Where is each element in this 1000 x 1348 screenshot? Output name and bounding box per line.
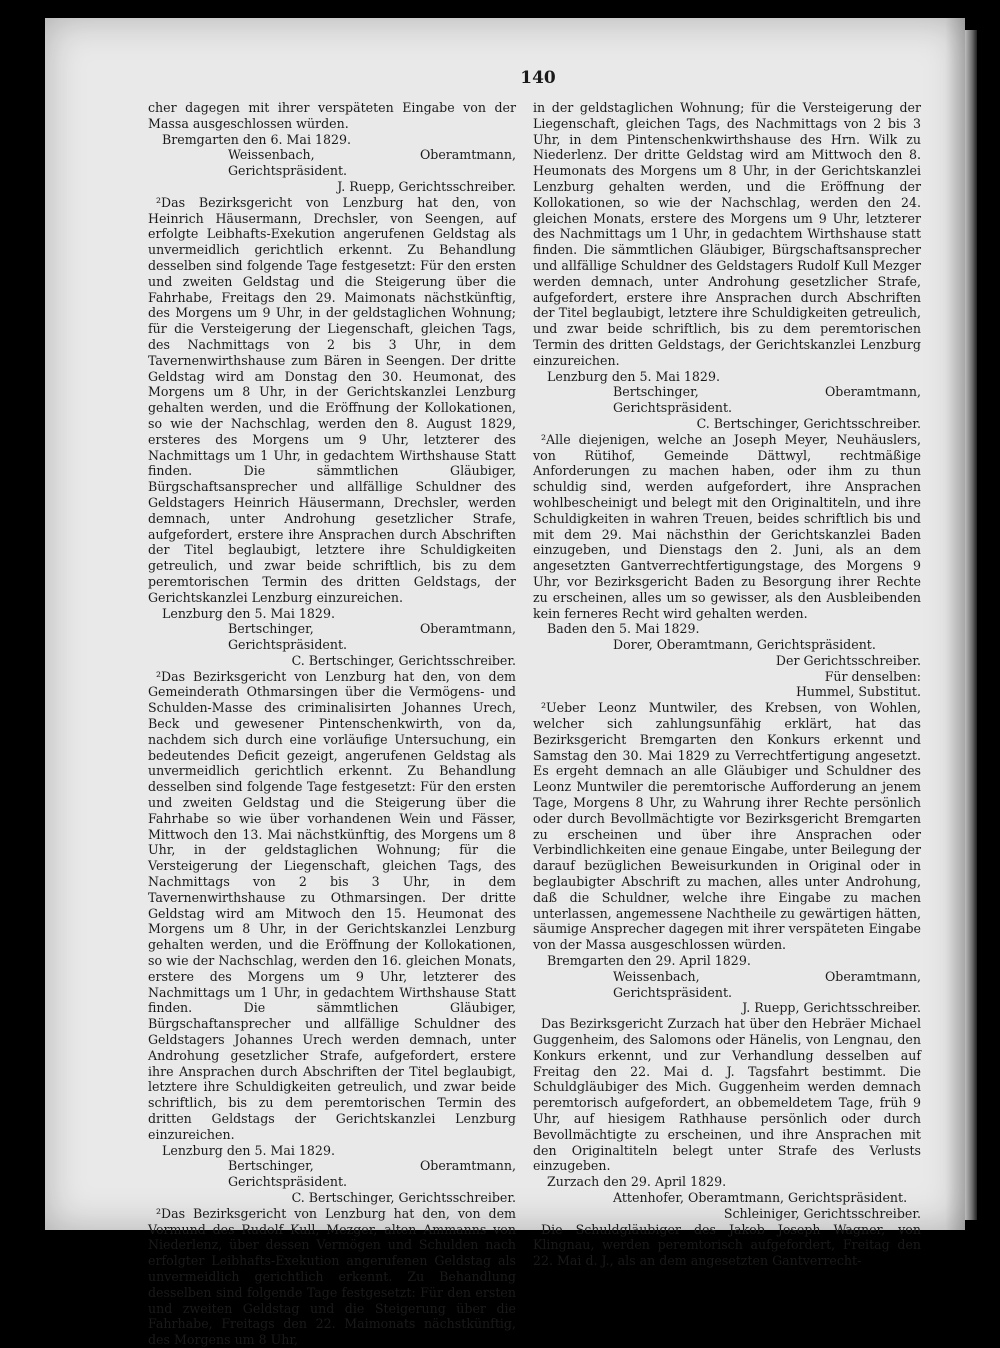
left-column-line: Lenzburg den 5. Mai 1829.: [162, 1142, 335, 1158]
right-column-line: Bremgarten den 29. April 1829.: [547, 953, 751, 969]
page-edge: [965, 30, 977, 1220]
right-column-line: Attenhofer, Oberamtmann, Gerichtspräsident.: [613, 1189, 908, 1205]
right-column-line: Lenzburg den 5. Mai 1829.: [547, 368, 720, 384]
left-column-line: J. Ruepp, Gerichtsschreiber.: [337, 178, 516, 194]
left-column-line: Bertschinger, Oberamtmann, Gerichtspräsident.: [228, 621, 516, 653]
left-column-line: Lenzburg den 5. Mai 1829.: [162, 605, 335, 621]
right-column-line: Dorer, Oberamtmann, Gerichtspräsident.: [613, 637, 876, 653]
right-column-line: Der Gerichtsschreiber.: [775, 652, 921, 668]
left-column-line: C. Bertschinger, Gerichtsschreiber.: [291, 652, 516, 668]
left-column-line: Weissenbach, Oberamtmann, Gerichtspräsident.: [228, 147, 516, 179]
right-column-line: Weissenbach, Oberamtmann, Gerichtspräsident.: [613, 968, 921, 1000]
right-column-line: Schleiniger, Gerichtsschreiber.: [723, 1205, 921, 1221]
left-column-paragraph: ²Das Bezirksgericht von Lenzburg hat den, von dem Gemeinderath Othmarsingen über die Vermögens- und Schulden-Masse des criminalisirten Johannes Urech, Beck und gewesener Pintenschenkwirth, von da, nachdem sich durch eine vorläufige Untersuchung, ein bedeutendes Deficit gezeigt, angerufenen Geldstag als unvermeidlich gerichtlich erkennt. Zu Behandlung desselben sind folgende Tage festgesetzt: Für den ersten und zweiten Geldstag und die Steigerung über die Fahrhabe so wie über vorhandenen Wein und Fässer, Mittwoch den 13. Mai nächstkünftig, des Morgens um 8 Uhr, in der geldstaglichen Wohnung; für die Versteigerung der Liegenschaft, gleichen Tags, des Nachmittags von 2 bis 3 Uhr, in dem Tavernenwirthshause zu Othmarsingen. Der dritte Geldstag wird am Mitwoch den 15. Heumonat des Morgens um 8 Uhr, in der Gerichtskanzlei Lenzburg gehalten werden, und die Eröffnung der Kollokationen, so wie der Nachschlag, werden den 16. gleichen Monats, erstere des Morgens um 9 Uhr, letzterer des Nachmittags um 1 Uhr, in gedachtem Wirthshause Statt finden. Die sämmtlichen Gläubiger, Bürgschaftansprecher und allfällige Schuldner des Geldstagers Johannes Urech werden demnach, unter Androhung gesetzlicher Strafe, aufgefordert, erstere ihre Ansprachen durch Abschriften der Titel beglaubigt, letztere ihre Schuldigkeiten getreulich, und zwar beide schriftlich, bis zu dem peremtorischen Termin des dritten Geldstags der Gerichtskanzlei Lenzburg einzureichen.: [148, 668, 516, 1142]
right-column-line: Hummel, Substitut.: [795, 684, 921, 700]
right-column-line: C. Bertschinger, Gerichtsschreiber.: [696, 415, 921, 431]
left-column-paragraph: cher dagegen mit ihrer verspäteten Eingabe von der Massa ausgeschlossen würden.: [148, 100, 516, 131]
left-column-line: Bertschinger, Oberamtmann, Gerichtspräsident.: [228, 1158, 516, 1190]
right-column-paragraph: ²Alle diejenigen, welche an Joseph Meyer, Neuhäuslers, von Rütihof, Gemeinde Dättwyl, rechtmäßige Anforderungen zu machen haben, oder ihm zu thun schuldig sind, werden aufgefordert, ihre Ansprachen wohlbescheinigt und belegt mit den Originaltiteln, und ihre Schuldigkeiten in wahren Treuen, beides schriftlich bis und mit dem 29. Mai nächsthin der Gerichtskanzlei Baden einzugeben, und Dienstags den 2. Juni, als an dem angesetzten Gantverrechtfertigungstage, des Morgens 9 Uhr, vor Bezirksgericht Baden zu Besorgung ihrer Rechte zu erscheinen, alles um so gewisser, als den Ausbleibenden kein ferneres Recht wird gehalten werden.: [533, 431, 921, 621]
right-column-paragraph: in der geldstaglichen Wohnung; für die Versteigerung der Liegenschaft, gleichen Tags, des Nachmittags von 2 bis 3 Uhr, in dem Pintenschenkwirthshause des Hrn. Wilk zu Niederlenz. Der dritte Geldstag wird am Mittwoch den 8. Heumonats des Morgens um 8 Uhr, in der Gerichtskanzlei Lenzburg gehalten werden, und die Eröffnung der Kollokationen, so wie der Nachschlag, werden den 24. gleichen Monats, erstere des Morgens um 9 Uhr, letzterer des Nachmittags um 1 Uhr, in gedachtem Wirthshause statt finden. Die sämmtlichen Gläubiger, Bürgschaftsansprecher und allfällige Schuldner des Geldstagers Rudolf Kull Mezger werden demnach, unter Androhung gesetzlicher Strafe, aufgefordert, erstere ihre Ansprachen durch Abschriften der Titel beglaubigt, letztere ihre Schuldigkeiten getreulich, und zwar beide schriftlich, bis zu dem peremtorischen Termin des dritten Geldstags, der Gerichtskanzlei Lenzburg einzureichen.: [533, 100, 921, 368]
left-column-line: Bremgarten den 6. Mai 1829.: [162, 131, 352, 147]
right-column-paragraph: Die Schuldgläubiger des Jakob Joseph Wagner, von Klingnau, werden peremtorisch aufgefordert, Freitag den 22. Mai d. J., als an dem angesetzten Gantverrecht-: [533, 1221, 921, 1269]
left-column-paragraph: ²Das Bezirksgericht von Lenzburg hat den, von dem Vormund des Rudolf Kull, Mezger, alten Ammanns von Niederlenz, über dessen Vermögen und Schulden nach erfolgter Leibhafts-Exekution angerufenen Geldstag als unvermeidlich gerichtlich erkennt. Zu Behandlung desselben sind folgende Tage festgesetzt: Für den ersten und zweiten Geldstag und die Steigerung über die Fahrhabe, Freitags den 22. Maimonats nächstkünftig, des Morgens um 8 Uhr,: [148, 1205, 516, 1348]
left-column-line: C. Bertschinger, Gerichtsschreiber.: [291, 1189, 516, 1205]
right-column-line: Baden den 5. Mai 1829.: [547, 621, 700, 637]
left-column: [148, 100, 516, 1348]
right-column-paragraph: ²Ueber Leonz Muntwiler, des Krebsen, von Wohlen, welcher sich zahlungsunfähig erklärt, hat das Bezirksgericht Bremgarten den Konkurs erkennt und Samstag den 30. Mai 1829 zu Verrechtfertigung angesetzt. Es ergeht demnach an alle Gläubiger und Schuldner des Leonz Muntwiler die peremtorische Aufforderung an jenem Tage, Morgens 8 Uhr, zu Wahrung ihrer Rechte persönlich oder durch Bevollmächtigte vor Bezirksgericht Bremgarten zu erscheinen und über ihre Ansprachen oder Verbindlichkeiten eine genaue Eingabe, unter Beilegung der darauf bezüglichen Beweisurkunden in Original oder in beglaubigter Abschrift zu machen, alles unter Androhung, daß die Schuldner, welche ihre Eingabe zu machen unterlassen, angemessene Nachtheile zu gewärtigen hätten, säumige Ansprecher dagegen mit ihrer verspäteten Eingabe von der Massa ausgeschlossen würden.: [533, 700, 921, 953]
right-column-line: J. Ruepp, Gerichtsschreiber.: [742, 1000, 921, 1016]
right-column-line: Zurzach den 29. April 1829.: [547, 1174, 727, 1190]
page-shadow: [945, 18, 965, 1230]
right-column-line: Bertschinger, Oberamtmann, Gerichtspräsident.: [613, 384, 921, 416]
right-column: [533, 100, 921, 1269]
right-column-paragraph: Das Bezirksgericht Zurzach hat über den Hebräer Michael Guggenheim, des Salomons oder Hänelis, von Lengnau, den Konkurs erkennt, und zur Verhandlung desselben auf Freitag den 22. Mai d. J. Tagsfahrt bestimmt. Die Schuldgläubiger des Mich. Guggenheim werden demnach peremtorisch aufgefordert, an obbemeldetem Tage, früh 9 Uhr, auf hiesigem Rathhause persönlich oder durch Bevollmächtigte zu erscheinen, und ihre Ansprachen mit den Originaltiteln belegt unter Strafe des Verlusts einzugeben.: [533, 1016, 921, 1174]
left-column-paragraph: ²Das Bezirksgericht von Lenzburg hat den, von Heinrich Häusermann, Drechsler, von Seengen, auf erfolgte Leibhafts-Exekution angerufenen Geldstag als unvermeidlich gerichtlich erkennt. Zu Behandlung desselben sind folgende Tage festgesetzt: Für den ersten und zweiten Geldstag und die Steigerung über die Fahrhabe, Freitags den 29. Maimonats nächstkünftig, des Morgens um 9 Uhr, in der geldstaglichen Wohnung; für die Versteigerung der Liegenschaft, gleichen Tags, des Nachmittags von 2 bis 3 Uhr, in dem Tavernenwirthshause zum Bären in Seengen. Der dritte Geldstag wird am Donstag den 30. Heumonat, des Morgens um 8 Uhr, in der Gerichtskanzlei Lenzburg gehalten werden, und die Eröffnung der Kollokationen, so wie der Nachschlag, werden den 8. August 1829, ersteres des Morgens um 9 Uhr, letzterer des Nachmittags um 1 Uhr, in gedachtem Wirthshause Statt finden. Die sämmtlichen Gläubiger, Bürgschaftsansprecher und allfällige Schuldner des Geldstagers Heinrich Häusermann, Drechsler, werden demnach, unter Androhung gesetzlicher Strafe, aufgefordert, erstere ihre Ansprachen durch Abschriften der Titel beglaubigt, letztere ihre Schuldigkeiten getreulich, und zwar beide schriftlich, bis zu dem peremtorischen Termin des dritten Geldstags, der Gerichtskanzlei Lenzburg einzureichen.: [148, 194, 516, 605]
page-number: 140: [520, 68, 556, 88]
right-column-line: Für denselben:: [824, 668, 921, 684]
